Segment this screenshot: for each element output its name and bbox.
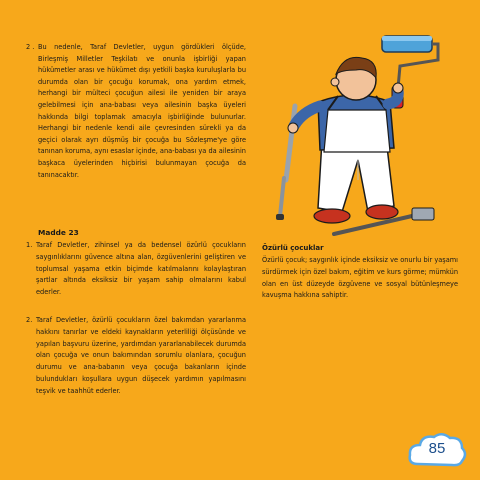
paragraph-text: Bu nedenle, Taraf Devletler, uygun gördükleri ölçüde, Birleşmiş Milletler Teşkilatı ve onunla işbirliği yapan hükümetler arası ve hükümet dışı yetkili başka kuruluşlarla bu durumda olan bir çocuğu korumak, ona yardım etmek, herhangi bir mülteci çocuğun ailesi ile yeniden bir araya gelebilmesi için ana-babası veya ailesinin başka üyeleri hakkında bilgi toplamak amacıyla işbirliğinde bulunurlar. Herhangi bir nedenle kendi aile çevresinden sürekli ya da geçici olarak ayrı düşmüş bir çocuğa bu Sözleşme'ye göre tanınan koruma, aynı esaslar içinde, ana-babası ya da ailesinin başkaca üyelerinden hiçbirisi bulunmayan çocuğa da tanınacaktır.: [38, 43, 246, 179]
item-text: Taraf Devletler, zihinsel ya da bedensel özürlü çocukların saygınlıklarını güvence altına alan, özgüvenlerini geliştiren ve toplumsal yaşama etkin biçimde katılmalarını kolaylaştıran şartlar altında eksiksiz bir yaşam sahip olmalarını kabul ederler.: [36, 241, 246, 297]
item-number: 1.: [26, 241, 33, 249]
page-number: 85: [428, 440, 446, 457]
paragraph-number: 2 .: [26, 43, 35, 51]
sidebar-text: Özürlü çocuk; saygınlık içinde eksiksiz ve onurlu bir yaşamı sürdürmek için özel bakım, eğitim ve kurs görme; mümkün olan en üst düzeyde özgüvene ve sosyal bütünleşmeye kavuşma hakkına sahiptir.: [262, 256, 458, 300]
item-number: 2.: [26, 316, 33, 324]
item-text: Taraf Devletler, özürlü çocukların özel bakımdan yararlanma hakkını tanırlar ve eldeki kaynakların yeterliliği ölçüsünde ve yapılan başvuru üzerine, yardımdan yararlanabilecek durumda olan çocuğa ve onun bakımından sorumlu olanlara, çocuğun durumu ve ana-babanın veya çocuğa bakanların içinde bulundukları koşullara uygun düşecek yardımın yapılmasını teşvik ve taahhüt ederler.: [36, 316, 246, 395]
sidebar-title: Özürlü çocuklar: [262, 244, 324, 252]
article-title: Madde 23: [38, 228, 79, 237]
article-item-2: [26, 315, 246, 398]
page-number-badge: [406, 430, 468, 470]
child-painter-illustration: [262, 30, 462, 240]
article-paragraph-2: [26, 42, 246, 181]
article-item-1: [26, 240, 246, 299]
paint-roller-icon: [382, 36, 438, 108]
